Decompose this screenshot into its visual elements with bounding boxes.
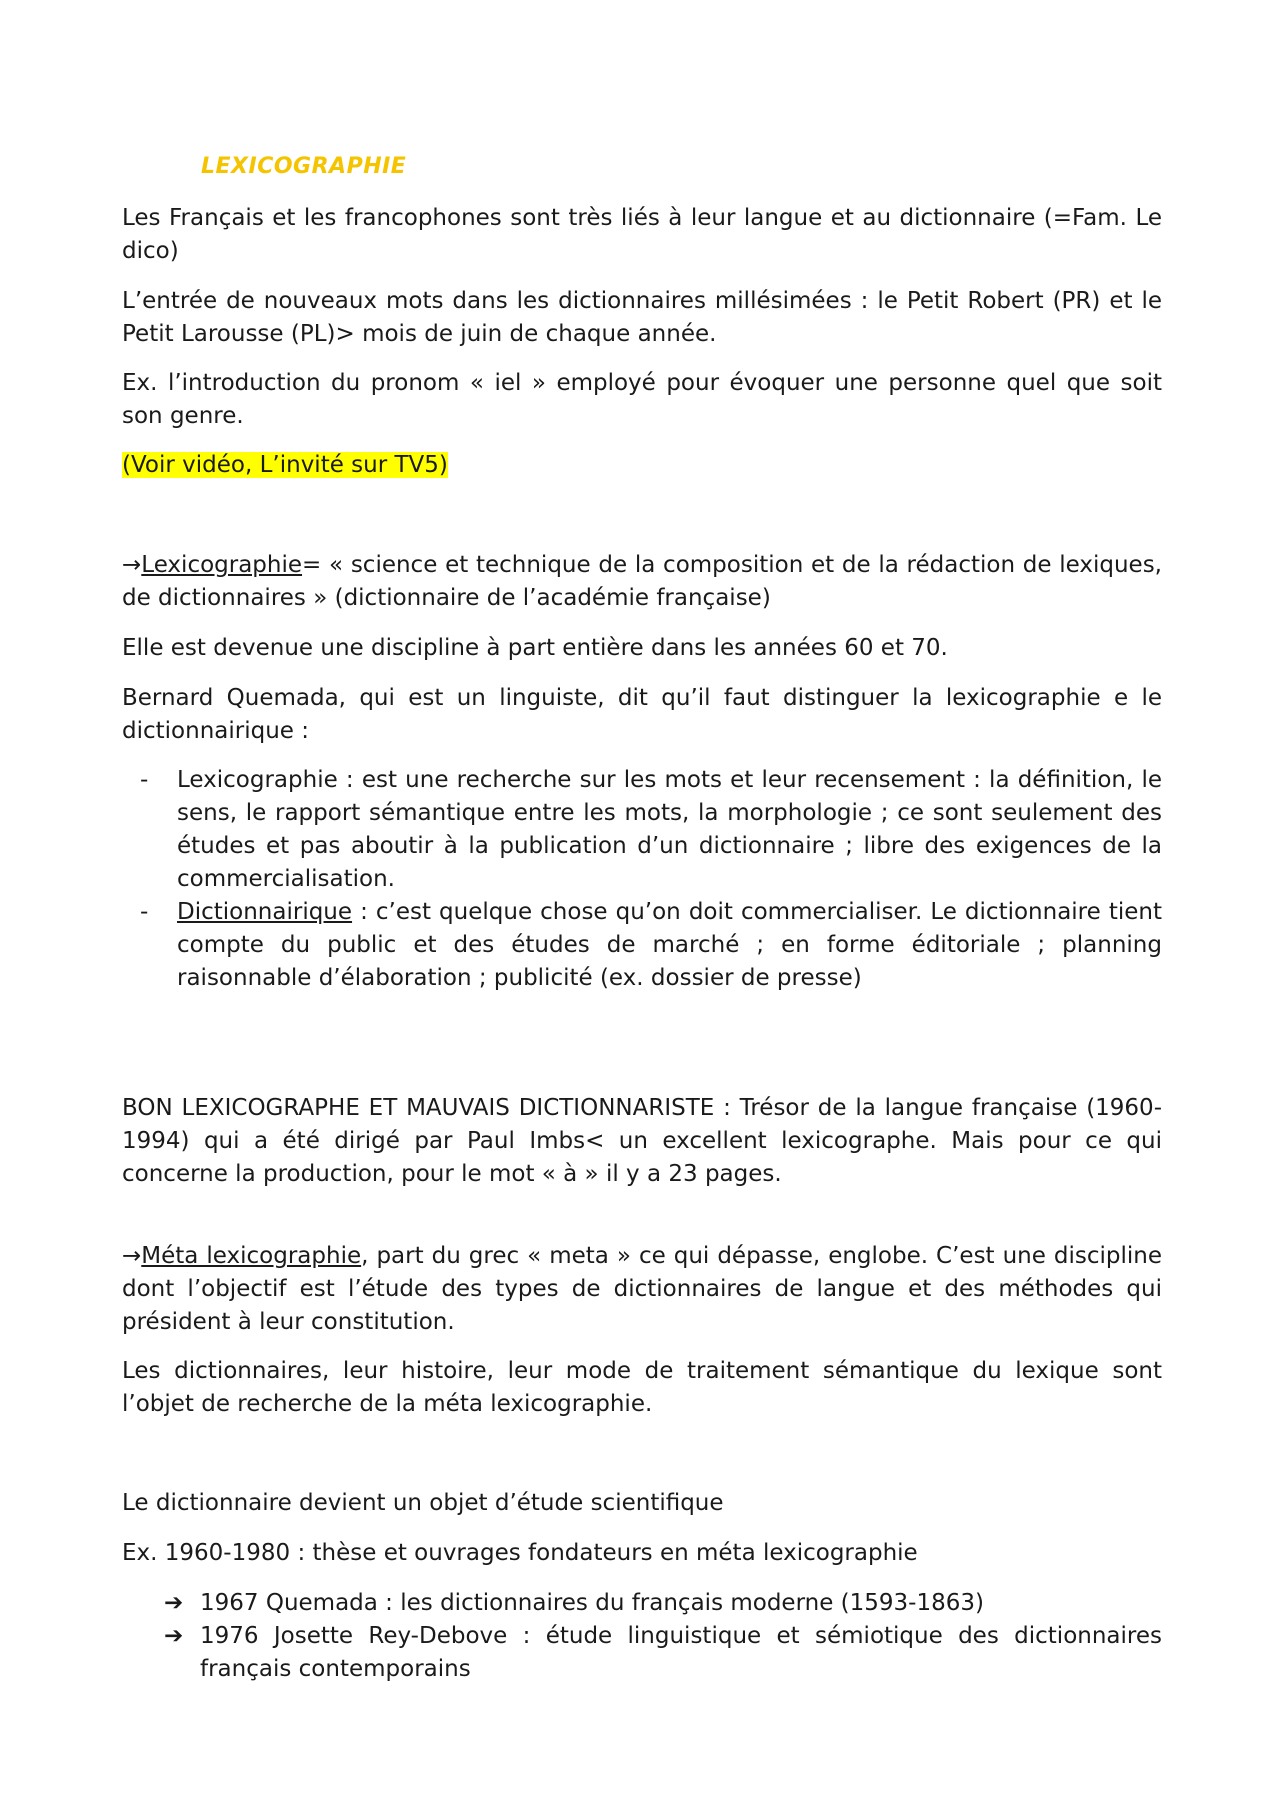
list-item — [122, 1620, 1162, 1686]
arrow-icon: → — [122, 1243, 142, 1269]
list-item — [122, 1587, 1162, 1620]
definition-paragraph — [122, 549, 1162, 615]
list-item — [122, 896, 1162, 995]
bon-lexicographe-paragraph: BON LEXICOGRAPHE ET MAUVAIS DICTIONNARISTE : Trésor de la langue française (1960-1994) qui a été dirigé par Paul Imbs< un excellent lexicographe. Mais pour ce qui concerne la production, pour le mot « à » il y a 23 pages. — [122, 1095, 1162, 1187]
objet-paragraph: Le dictionnaire devient un objet d’étude scientifique — [122, 1490, 724, 1516]
list-item — [122, 764, 1162, 896]
term-lexicographie: Lexicographie — [141, 552, 303, 578]
intro-paragraph-3: Ex. l’introduction du pronom « iel » employé pour évoquer une personne quel que soit son genre. — [122, 370, 1162, 429]
item-term: Lexicographie — [177, 767, 338, 793]
item-text: 1976 Josette Rey-Debove : étude linguistique et sémiotique des dictionnaires français contemporains — [200, 1623, 1162, 1682]
definition-text: = « science et technique de la composition et de la rédaction de lexiques, de dictionnaires » (dictionnaire de l’académie française) — [122, 552, 1162, 611]
quemada-paragraph: Bernard Quemada, qui est un linguiste, dit qu’il faut distinguer la lexicographie e le dictionnairique : — [122, 685, 1162, 744]
dictionnaires-paragraph: Les dictionnaires, leur histoire, leur mode de traitement sémantique du lexique sont l’objet de recherche de la méta lexicographie. — [122, 1358, 1162, 1417]
dash-marker: - — [140, 899, 149, 925]
item-text: : c’est quelque chose qu’on doit commercialiser. Le dictionnaire tient compte du public et des études de marché ; en forme éditoriale ; planning raisonnable d’élaboration ; publicité (ex. dossier de presse) — [177, 899, 1162, 991]
video-note — [122, 449, 1162, 482]
dash-list — [122, 764, 1162, 995]
meta-text: , part du grec « meta » ce qui dépasse, englobe. C’est une discipline dont l’objectif est l’étude des types de dictionnaires de langue et des méthodes qui président à leur constitution. — [122, 1243, 1163, 1335]
arrow-icon: ➔ — [164, 1623, 184, 1649]
dash-marker: - — [140, 767, 149, 793]
item-text: : est une recherche sur les mots et leur recensement : la définition, le sens, le rapport sémantique entre les mots, la morphologie ; ce sont seulement des études et pas aboutir à la publication d’un dictionnaire ; libre des exigences de la commercialisation. — [177, 767, 1162, 892]
term-meta-lexicographie: Méta lexicographie — [141, 1243, 362, 1269]
highlighted-note: (Voir vidéo, L’invité sur TV5) — [122, 452, 448, 478]
example-paragraph: Ex. 1960-1980 : thèse et ouvrages fondateurs en méta lexicographie — [122, 1540, 918, 1566]
discipline-paragraph: Elle est devenue une discipline à part entière dans les années 60 et 70. — [122, 635, 948, 661]
intro-paragraph-2: L’entrée de nouveaux mots dans les dictionnaires millésimées : le Petit Robert (PR) et le Petit Larousse (PL)> mois de juin de chaque année. — [122, 288, 1162, 347]
meta-paragraph — [122, 1240, 1162, 1339]
page-title: LEXICOGRAPHIE — [201, 154, 407, 179]
arrow-icon: ➔ — [164, 1590, 184, 1616]
arrow-icon: → — [122, 552, 142, 578]
intro-paragraph-1: Les Français et les francophones sont très liés à leur langue et au dictionnaire (=Fam. Le dico) — [122, 205, 1162, 264]
item-term: Dictionnairique — [177, 899, 353, 925]
item-text: 1967 Quemada : les dictionnaires du français moderne (1593-1863) — [200, 1590, 984, 1616]
arrow-list — [122, 1587, 1162, 1686]
